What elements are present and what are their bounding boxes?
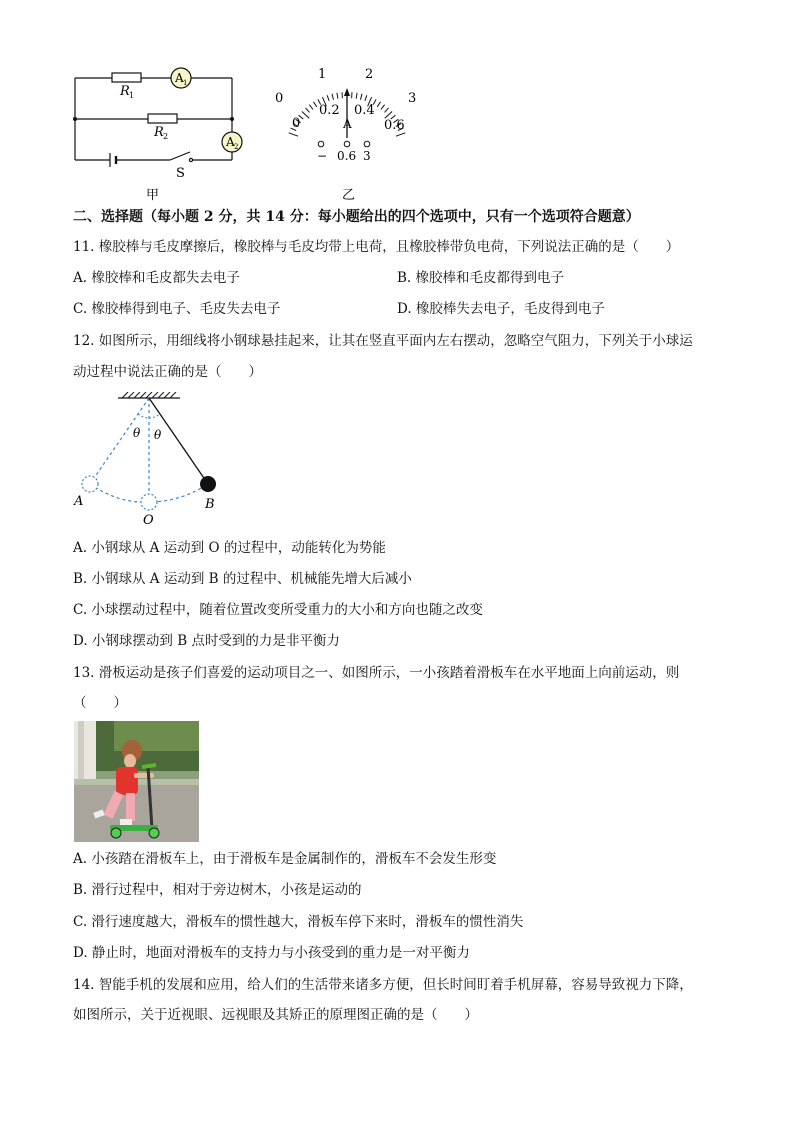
q13-stem-line1: 13. 滑板运动是孩子们喜爱的运动项目之一、如图所示，一小孩踏着滑板车在水平地面上向前运动，则 [73, 665, 680, 681]
r1-label: R [120, 84, 130, 99]
dial-inner-0.2: 0.2 [319, 103, 340, 118]
section-heading: 二、选择题（每小题 2 分，共 14 分：每小题给出的四个选项中，只有一个选项符合题意） [73, 209, 640, 225]
dial-tick [327, 95, 329, 101]
q13-option-d: D. 静止时，地面对滑板车的支持力与小孩受到的重力是一对平衡力 [73, 945, 470, 961]
q13-stem-line2: （ ） [73, 695, 127, 711]
dial-inner-0: 0 [292, 116, 301, 131]
dial-outer-3: 3 [408, 91, 417, 106]
q12-stem-line1: 12. 如图所示，用细线将小钢球悬挂起来，让其在竖直平面内左右摆动，忽略空气阻力，下列关于小球运 [73, 333, 693, 349]
point-label-a: A [74, 494, 84, 509]
dial-inner-0.4: 0.4 [354, 103, 375, 118]
dial-tick [314, 102, 317, 107]
r2-label: R [154, 125, 164, 140]
scooter-child-photo [74, 721, 199, 842]
dial-tick [385, 108, 389, 113]
ammeter1-subscript: 1 [183, 79, 188, 87]
ammeter1-label: A [175, 71, 184, 85]
point-label-b: B [205, 497, 215, 512]
q13-option-a: A. 小孩踏在滑板车上，由于滑板车是金属制作的，滑板车不会发生形变 [73, 851, 497, 867]
ammeter2-subscript: 2 [234, 143, 239, 151]
q14-stem-line1: 14. 智能手机的发展和应用，给人们的生活带来诸多方便，但长时间盯着手机屏幕，容易导致视力下降， [73, 977, 693, 993]
dial-tick [356, 93, 357, 99]
q11-option-d: D. 橡胶棒失去电子，毛皮得到电子 [397, 301, 605, 317]
q13-option-b: B. 滑行过程中，相对于旁边树木，小孩是运动的 [73, 882, 362, 898]
r2-subscript: 2 [163, 132, 169, 141]
figure-caption-jia: 甲 [146, 188, 160, 202]
angle-theta-right: θ [154, 428, 162, 442]
q13-option-c: C. 滑行速度越大，滑板车的惯性越大，滑板车停下来时，滑板车的惯性消失 [73, 914, 524, 930]
pendulum-diagram [70, 392, 230, 532]
q12-stem-line2: 动过程中说法正确的是（ ） [73, 364, 262, 380]
q12-option-b: B. 小钢球从 A 运动到 B 的过程中、机械能先增大后减小 [73, 571, 412, 587]
dial-tick [337, 93, 338, 99]
r1-subscript: 1 [129, 91, 135, 100]
q12-option-c: C. 小球摆动过程中，随着位置改变所受重力的大小和方向也随之改变 [73, 602, 483, 618]
dial-tick [365, 95, 367, 101]
dial-tick [289, 133, 298, 136]
terminal-minus: − [317, 149, 328, 163]
dial-tick [306, 108, 310, 113]
dial-unit: A [343, 117, 352, 131]
q11-option-c: C. 橡胶棒得到电子、毛皮失去电子 [73, 301, 281, 317]
ammeter2-label: A [226, 135, 235, 149]
dial-tick [381, 105, 385, 110]
circuit-diagram [70, 62, 260, 202]
dial-tick [332, 94, 334, 100]
point-label-o: O [143, 513, 154, 528]
dial-tick [361, 94, 363, 100]
dial-outer-1: 1 [318, 67, 327, 82]
q11-stem: 11. 橡胶棒与毛皮摩擦后，橡胶棒与毛皮均带上电荷，且橡胶棒带负电荷，下列说法正确的是（ ） [73, 239, 680, 255]
ammeter-dial [270, 62, 430, 204]
angle-theta-left: θ [133, 426, 141, 440]
figure-caption-yi: 乙 [342, 188, 356, 203]
q11-option-b: B. 橡胶棒和毛皮都得到电子 [397, 270, 565, 286]
dial-tick [377, 102, 380, 107]
dial-tick [302, 112, 309, 119]
q12-option-d: D. 小钢球摆动到 B 点时受到的力是非平衡力 [73, 633, 340, 649]
q12-option-a: A. 小钢球从 A 运动到 O 的过程中，动能转化为势能 [73, 540, 386, 556]
switch-label: S [176, 166, 185, 181]
q14-stem-line2: 如图所示，关于近视眼、远视眼及其矫正的原理图正确的是（ ） [73, 1007, 478, 1023]
dial-tick [396, 133, 405, 136]
terminal-0.6: 0.6 [337, 149, 357, 163]
ball-position-o [141, 494, 157, 510]
dial-tick [309, 105, 313, 110]
steel-ball-b [200, 476, 216, 492]
terminal-3: 3 [363, 149, 371, 163]
dial-inner-0.6: 0.6 [384, 118, 405, 133]
dial-outer-2: 2 [365, 67, 374, 82]
dial-outer-0: 0 [275, 91, 284, 106]
q11-option-a: A. 橡胶棒和毛皮都失去电子 [73, 270, 240, 286]
ball-position-a [82, 476, 98, 492]
